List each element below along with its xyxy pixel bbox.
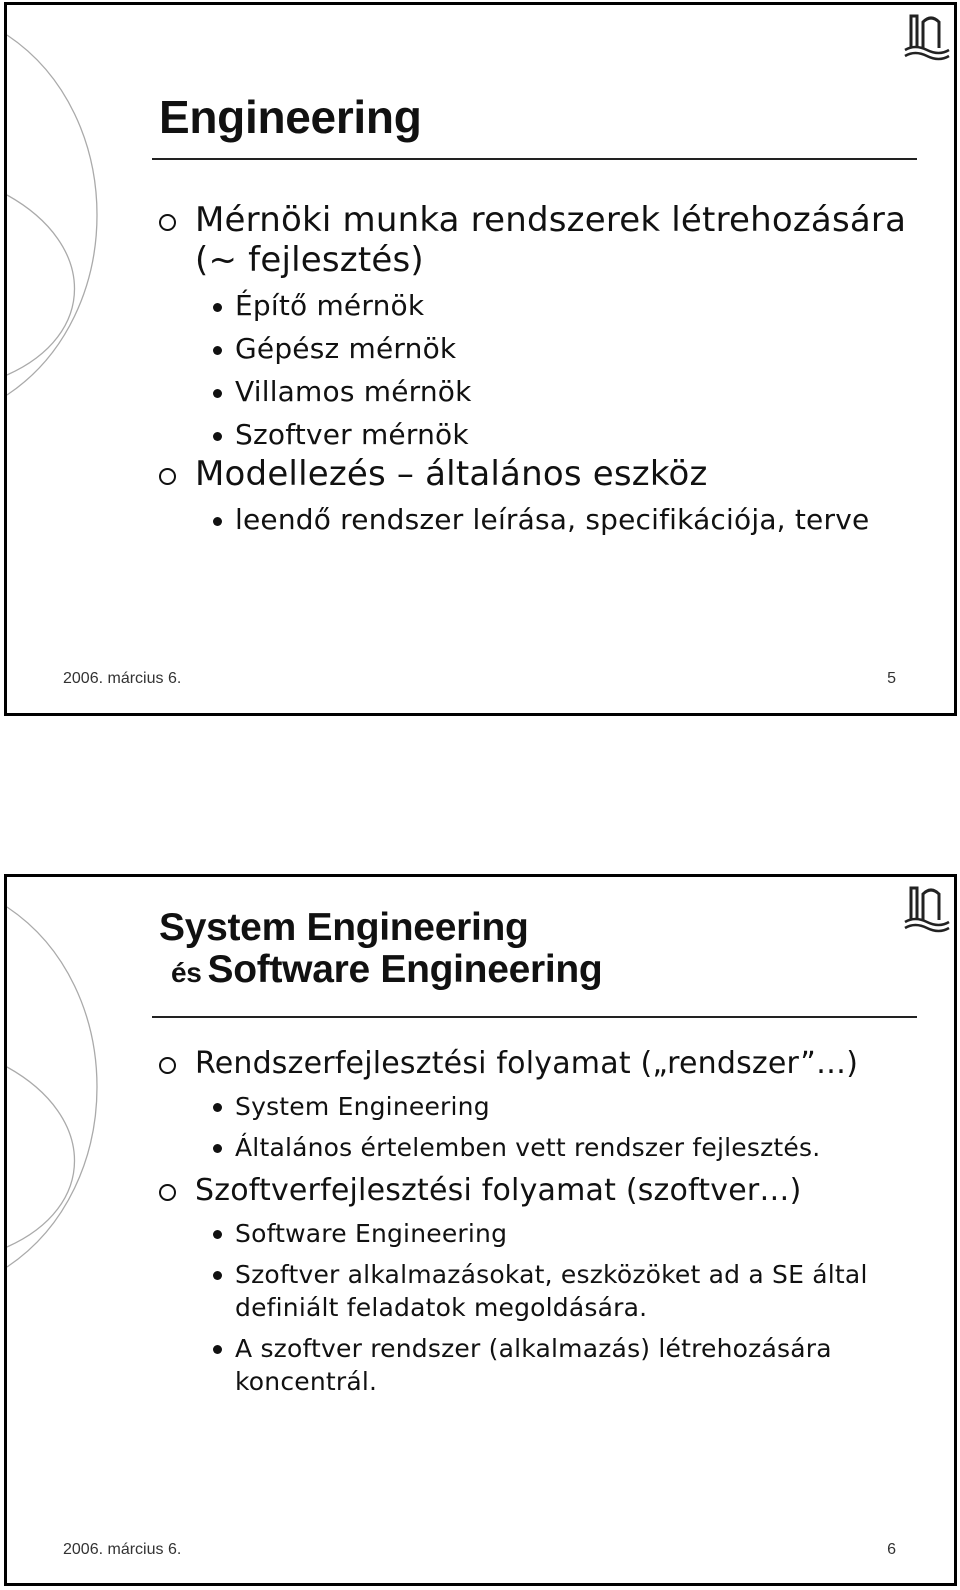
slide-6 (4, 874, 957, 1586)
bullet-text: Szoftverfejlesztési folyamat (szoftver…) (195, 1173, 802, 1208)
sub-bullet-item: Építő mérnök (195, 289, 914, 323)
sub-bullet-item: Gépész mérnök (195, 332, 914, 366)
bullet-item (157, 1172, 914, 1398)
slide-5 (4, 2, 957, 716)
slide-title: Engineering (159, 91, 422, 143)
title-conjunction: és (171, 957, 202, 989)
sub-bullet-item: leendő rendszer leírása, specifikációja, terve (195, 503, 914, 537)
sub-bullet-list (195, 1217, 914, 1398)
sub-bullet-list (195, 289, 914, 452)
decorative-arcs-icon (7, 5, 167, 716)
sub-bullet-item: System Engineering (195, 1090, 914, 1123)
bullet-item (157, 1045, 914, 1164)
page-number: 6 (887, 1541, 896, 1558)
sub-bullet-item: Szoftver alkalmazásokat, eszközöket ad a SE által definiált feladatok megoldására. (195, 1258, 914, 1324)
sub-bullet-item: A szoftver rendszer (alkalmazás) létrehozására koncentrál. (195, 1332, 914, 1398)
bullet-text: Mérnöki munka rendszerek létrehozására (~ fejlesztés) (195, 200, 907, 280)
university-logo-icon (903, 880, 951, 934)
page-number: 5 (887, 670, 896, 687)
decorative-arcs-icon (7, 877, 167, 1586)
title-rest: Software Engineering (207, 948, 603, 992)
footer-date: 2006. március 6. (63, 670, 182, 687)
bullet-list (157, 200, 914, 539)
title-divider (152, 1016, 917, 1018)
sub-bullet-list (195, 503, 914, 537)
sub-bullet-item: Szoftver mérnök (195, 418, 914, 452)
sub-bullet-item: Általános értelemben vett rendszer fejlesztés. (195, 1131, 914, 1164)
bullet-item (157, 454, 914, 537)
sub-bullet-item: Software Engineering (195, 1217, 914, 1250)
bullet-list (157, 1045, 914, 1406)
footer-date: 2006. március 6. (63, 1541, 182, 1558)
sub-bullet-list (195, 1090, 914, 1164)
slide-title-line-2 (159, 949, 602, 991)
slide-title (159, 907, 602, 991)
title-divider (152, 158, 917, 160)
university-logo-icon (903, 8, 951, 62)
bullet-text: Rendszerfejlesztési folyamat („rendszer”…) (195, 1046, 859, 1081)
sub-bullet-item: Villamos mérnök (195, 375, 914, 409)
bullet-item (157, 200, 914, 452)
bullet-text: Modellezés – általános eszköz (195, 454, 708, 494)
slide-title-line-1: System Engineering (159, 906, 529, 949)
